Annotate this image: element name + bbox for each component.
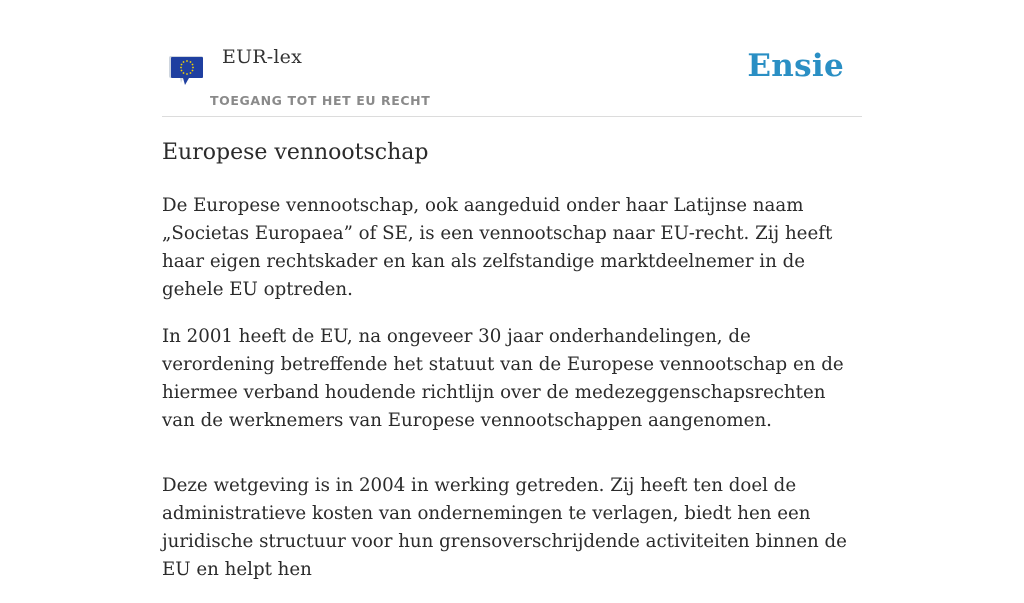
header bbox=[162, 0, 862, 117]
page bbox=[162, 0, 862, 580]
article-title: Europese vennootschap bbox=[162, 140, 429, 165]
paragraph-1: De Europese vennootschap, ook aangeduid onder haar Latijnse naam „Societas Europaea” of SE, is een vennootschap naar EU-recht. Zij heeft haar eigen rechtskader en kan als zelfstandige marktdeelnemer in de gehele EU optreden. bbox=[162, 195, 833, 300]
brand-title[interactable]: EUR-lex bbox=[222, 46, 303, 68]
paragraph-2: In 2001 heeft de EU, na ongeveer 30 jaar onderhandelingen, de verordening betreffende het statuut van de Europese vennootschap en de hiermee verband houdende richtlijn over de medezeggenschapsrechten van de werknemers van Europese vennootschappen aangenomen. bbox=[162, 326, 844, 431]
brand-subtitle: TOEGANG TOT HET EU RECHT bbox=[210, 93, 431, 108]
ensie-logo[interactable]: Ensie bbox=[747, 48, 844, 84]
eu-flag-speech-bubble-icon[interactable] bbox=[169, 54, 205, 88]
article-body bbox=[162, 192, 862, 603]
paragraph-3: Deze wetgeving is in 2004 in werking getreden. Zij heeft ten doel de administratieve kosten van ondernemingen te verlagen, biedt hen een juridische structuur voor hun grensoverschrijdende activiteiten binnen de EU en helpt hen bbox=[162, 475, 847, 580]
